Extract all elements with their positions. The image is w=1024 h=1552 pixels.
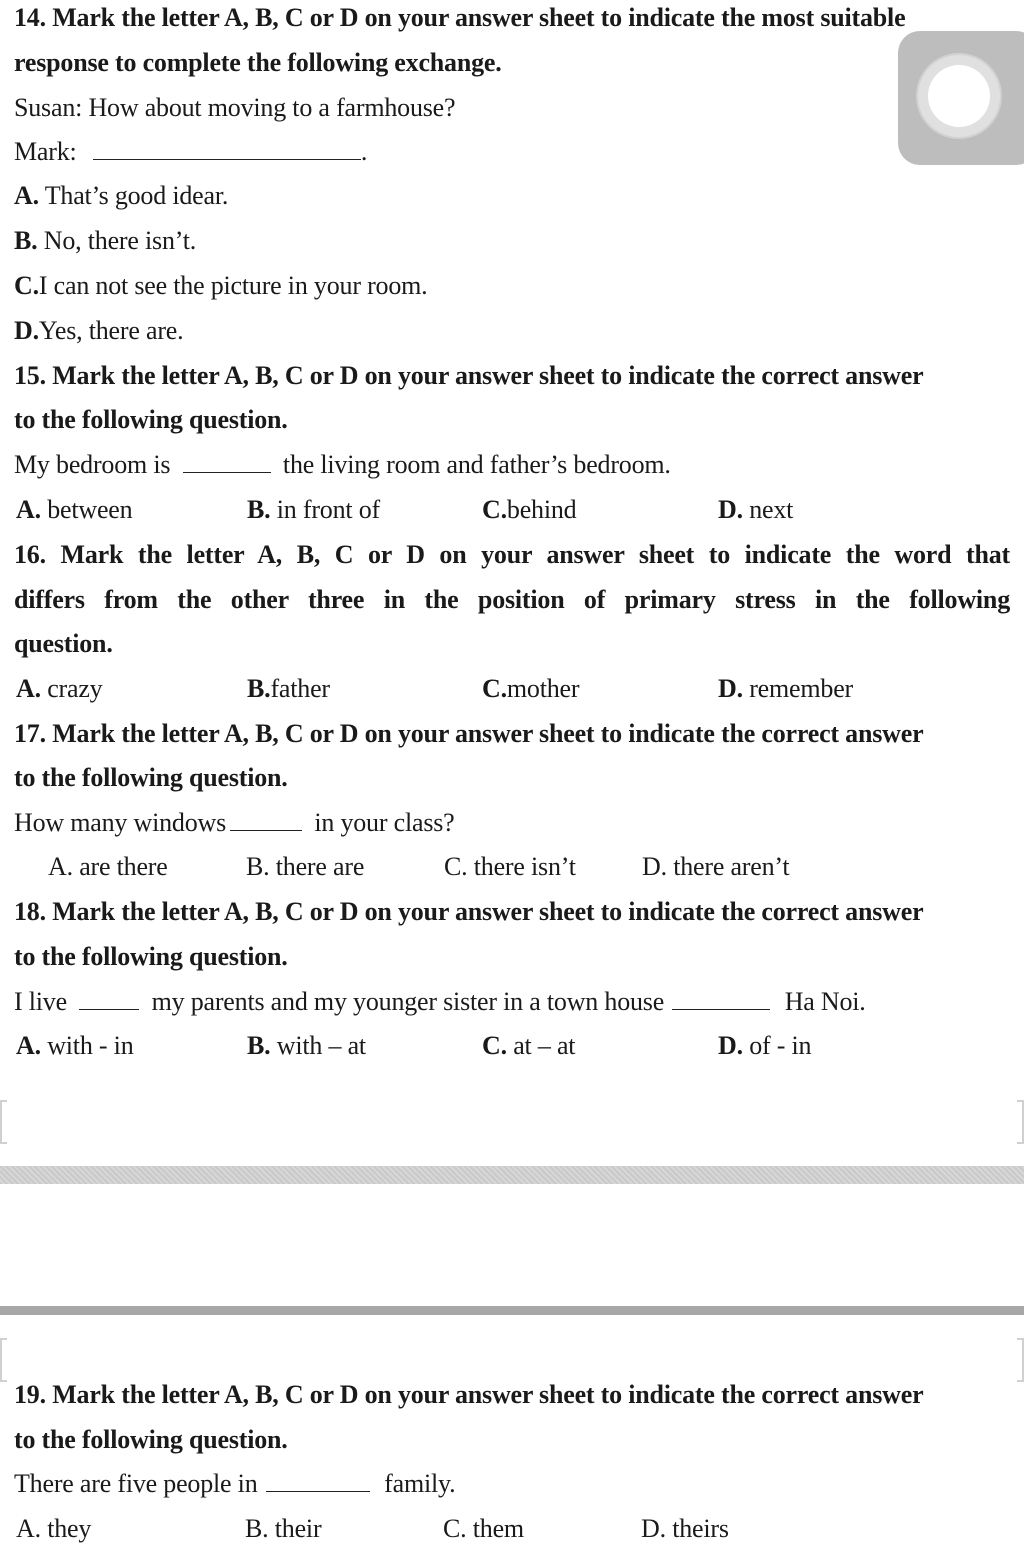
page-corner-mark bbox=[1017, 1338, 1024, 1382]
option-text: there isn’t bbox=[473, 852, 576, 881]
answer-blank bbox=[79, 983, 139, 1010]
option-b bbox=[247, 667, 330, 711]
question-15-stem-line-1: 15. Mark the letter A, B, C or D on your answer sheet to indicate the correct answer bbox=[14, 361, 924, 390]
option-letter: B. bbox=[247, 1031, 271, 1060]
sentence-start: I live bbox=[14, 987, 67, 1016]
option-letter: A. bbox=[16, 495, 41, 524]
question-18-stem-line-2: to the following question. bbox=[14, 942, 288, 971]
option-letter: B. bbox=[247, 674, 271, 703]
option-a bbox=[16, 488, 132, 532]
answer-blank bbox=[230, 804, 302, 831]
answer-blank bbox=[266, 1465, 370, 1492]
option-text: father bbox=[270, 674, 330, 703]
option-letter: D. bbox=[718, 1031, 743, 1060]
option-text: crazy bbox=[47, 674, 103, 703]
sentence-end: in your class? bbox=[314, 808, 455, 837]
option-text: with – at bbox=[276, 1031, 366, 1060]
page-separator bbox=[0, 1306, 1024, 1315]
option-d bbox=[641, 1507, 729, 1551]
question-16-stem-line-1: 16. Mark the letter A, B, C or D on your answer sheet to indicate the word that bbox=[14, 540, 1010, 569]
option-letter: D. bbox=[642, 852, 667, 881]
option-d bbox=[718, 488, 793, 532]
option-c bbox=[443, 1507, 524, 1551]
option-text: with - in bbox=[47, 1031, 134, 1060]
option-letter: B. bbox=[14, 226, 38, 255]
option-a bbox=[16, 1507, 91, 1551]
option-text: Yes, there are. bbox=[38, 316, 184, 345]
sentence-start: My bedroom is bbox=[14, 450, 171, 479]
sentence-end: the living room and father’s bedroom. bbox=[282, 450, 671, 479]
option-text: That’s good idear. bbox=[44, 181, 229, 210]
option-letter: B. bbox=[245, 1514, 269, 1543]
option-text: at – at bbox=[513, 1031, 576, 1060]
option-letter: C. bbox=[482, 495, 507, 524]
option-text: I can not see the picture in your room. bbox=[38, 271, 428, 300]
question-17-stem-line-1: 17. Mark the letter A, B, C or D on your answer sheet to indicate the correct answer bbox=[14, 719, 924, 748]
option-letter: A. bbox=[16, 1514, 41, 1543]
option-text: next bbox=[749, 495, 794, 524]
question-18-sentence bbox=[14, 980, 1010, 1024]
sentence-middle: my parents and my younger sister in a town house bbox=[151, 987, 665, 1016]
option-d bbox=[14, 309, 1010, 353]
option-letter: D. bbox=[718, 674, 743, 703]
option-b bbox=[245, 1507, 321, 1551]
option-text: there are bbox=[275, 852, 365, 881]
question-16-stem-line-3: question. bbox=[14, 629, 113, 658]
option-letter: D. bbox=[14, 316, 39, 345]
question-15-sentence bbox=[14, 443, 1010, 487]
option-c bbox=[444, 845, 576, 889]
option-text: theirs bbox=[672, 1514, 729, 1543]
option-c bbox=[482, 1024, 575, 1068]
dialogue-speaker-label: Mark: bbox=[14, 137, 77, 166]
sentence-start: How many windows bbox=[14, 808, 227, 837]
sentence-period: . bbox=[360, 137, 368, 166]
option-c bbox=[14, 264, 1010, 308]
question-18-stem-line-1: 18. Mark the letter A, B, C or D on your answer sheet to indicate the correct answer bbox=[14, 897, 924, 926]
sentence-end: Ha Noi. bbox=[784, 987, 866, 1016]
question-14-dialogue-mark bbox=[14, 130, 1010, 174]
option-d bbox=[718, 1024, 811, 1068]
option-text: are there bbox=[79, 852, 168, 881]
option-text: they bbox=[47, 1514, 92, 1543]
option-b bbox=[14, 219, 1010, 263]
option-text: them bbox=[472, 1514, 524, 1543]
answer-blank bbox=[93, 133, 361, 160]
option-letter: A. bbox=[48, 852, 73, 881]
option-text: No, there isn’t. bbox=[43, 226, 197, 255]
question-14-stem-line-1: 14. Mark the letter A, B, C or D on your answer sheet to indicate the most suitable bbox=[14, 3, 906, 32]
sentence-start: There are five people in bbox=[14, 1469, 258, 1498]
option-text: mother bbox=[506, 674, 580, 703]
option-b bbox=[246, 845, 364, 889]
option-text: behind bbox=[506, 495, 577, 524]
option-text: of - in bbox=[749, 1031, 812, 1060]
option-text: remember bbox=[749, 674, 853, 703]
option-letter: B. bbox=[247, 495, 271, 524]
option-b bbox=[247, 1024, 366, 1068]
option-letter: B. bbox=[246, 852, 270, 881]
option-b bbox=[247, 488, 380, 532]
question-19-stem-line-1: 19. Mark the letter A, B, C or D on your answer sheet to indicate the correct answer bbox=[14, 1380, 924, 1409]
option-letter: C. bbox=[482, 674, 507, 703]
page-separator bbox=[0, 1166, 1024, 1184]
option-a bbox=[14, 174, 1010, 218]
question-15-stem-line-2: to the following question. bbox=[14, 405, 288, 434]
option-d bbox=[642, 845, 789, 889]
option-d bbox=[718, 667, 853, 711]
option-letter: C. bbox=[482, 1031, 507, 1060]
option-c bbox=[482, 667, 579, 711]
option-letter: C. bbox=[444, 852, 468, 881]
option-c bbox=[482, 488, 576, 532]
option-a bbox=[16, 1024, 134, 1068]
answer-blank bbox=[672, 983, 770, 1010]
question-17-stem-line-2: to the following question. bbox=[14, 763, 288, 792]
option-letter: D. bbox=[641, 1514, 666, 1543]
question-19-stem-line-2: to the following question. bbox=[14, 1425, 288, 1454]
option-text: there aren’t bbox=[673, 852, 790, 881]
option-text: in front of bbox=[276, 495, 380, 524]
question-14-stem-line-2: response to complete the following exchange. bbox=[14, 48, 502, 77]
question-19-sentence bbox=[14, 1462, 1010, 1506]
option-a bbox=[16, 667, 102, 711]
option-letter: A. bbox=[14, 181, 39, 210]
option-letter: A. bbox=[16, 674, 41, 703]
page-corner-mark bbox=[0, 1100, 7, 1144]
page-corner-mark bbox=[0, 1338, 7, 1382]
option-letter: C. bbox=[443, 1514, 467, 1543]
option-text: between bbox=[47, 495, 133, 524]
option-a bbox=[48, 845, 168, 889]
question-17-sentence bbox=[14, 801, 1010, 845]
sentence-end: family. bbox=[384, 1469, 456, 1498]
option-letter: D. bbox=[718, 495, 743, 524]
option-letter: C. bbox=[14, 271, 39, 300]
question-16-stem-line-2: differs from the other three in the position of primary stress in the following bbox=[14, 585, 1010, 614]
page-corner-mark bbox=[1017, 1100, 1024, 1144]
question-14-dialogue-susan: Susan: How about moving to a farmhouse? bbox=[14, 93, 456, 122]
answer-blank bbox=[183, 446, 271, 473]
option-letter: A. bbox=[16, 1031, 41, 1060]
option-text: their bbox=[274, 1514, 322, 1543]
